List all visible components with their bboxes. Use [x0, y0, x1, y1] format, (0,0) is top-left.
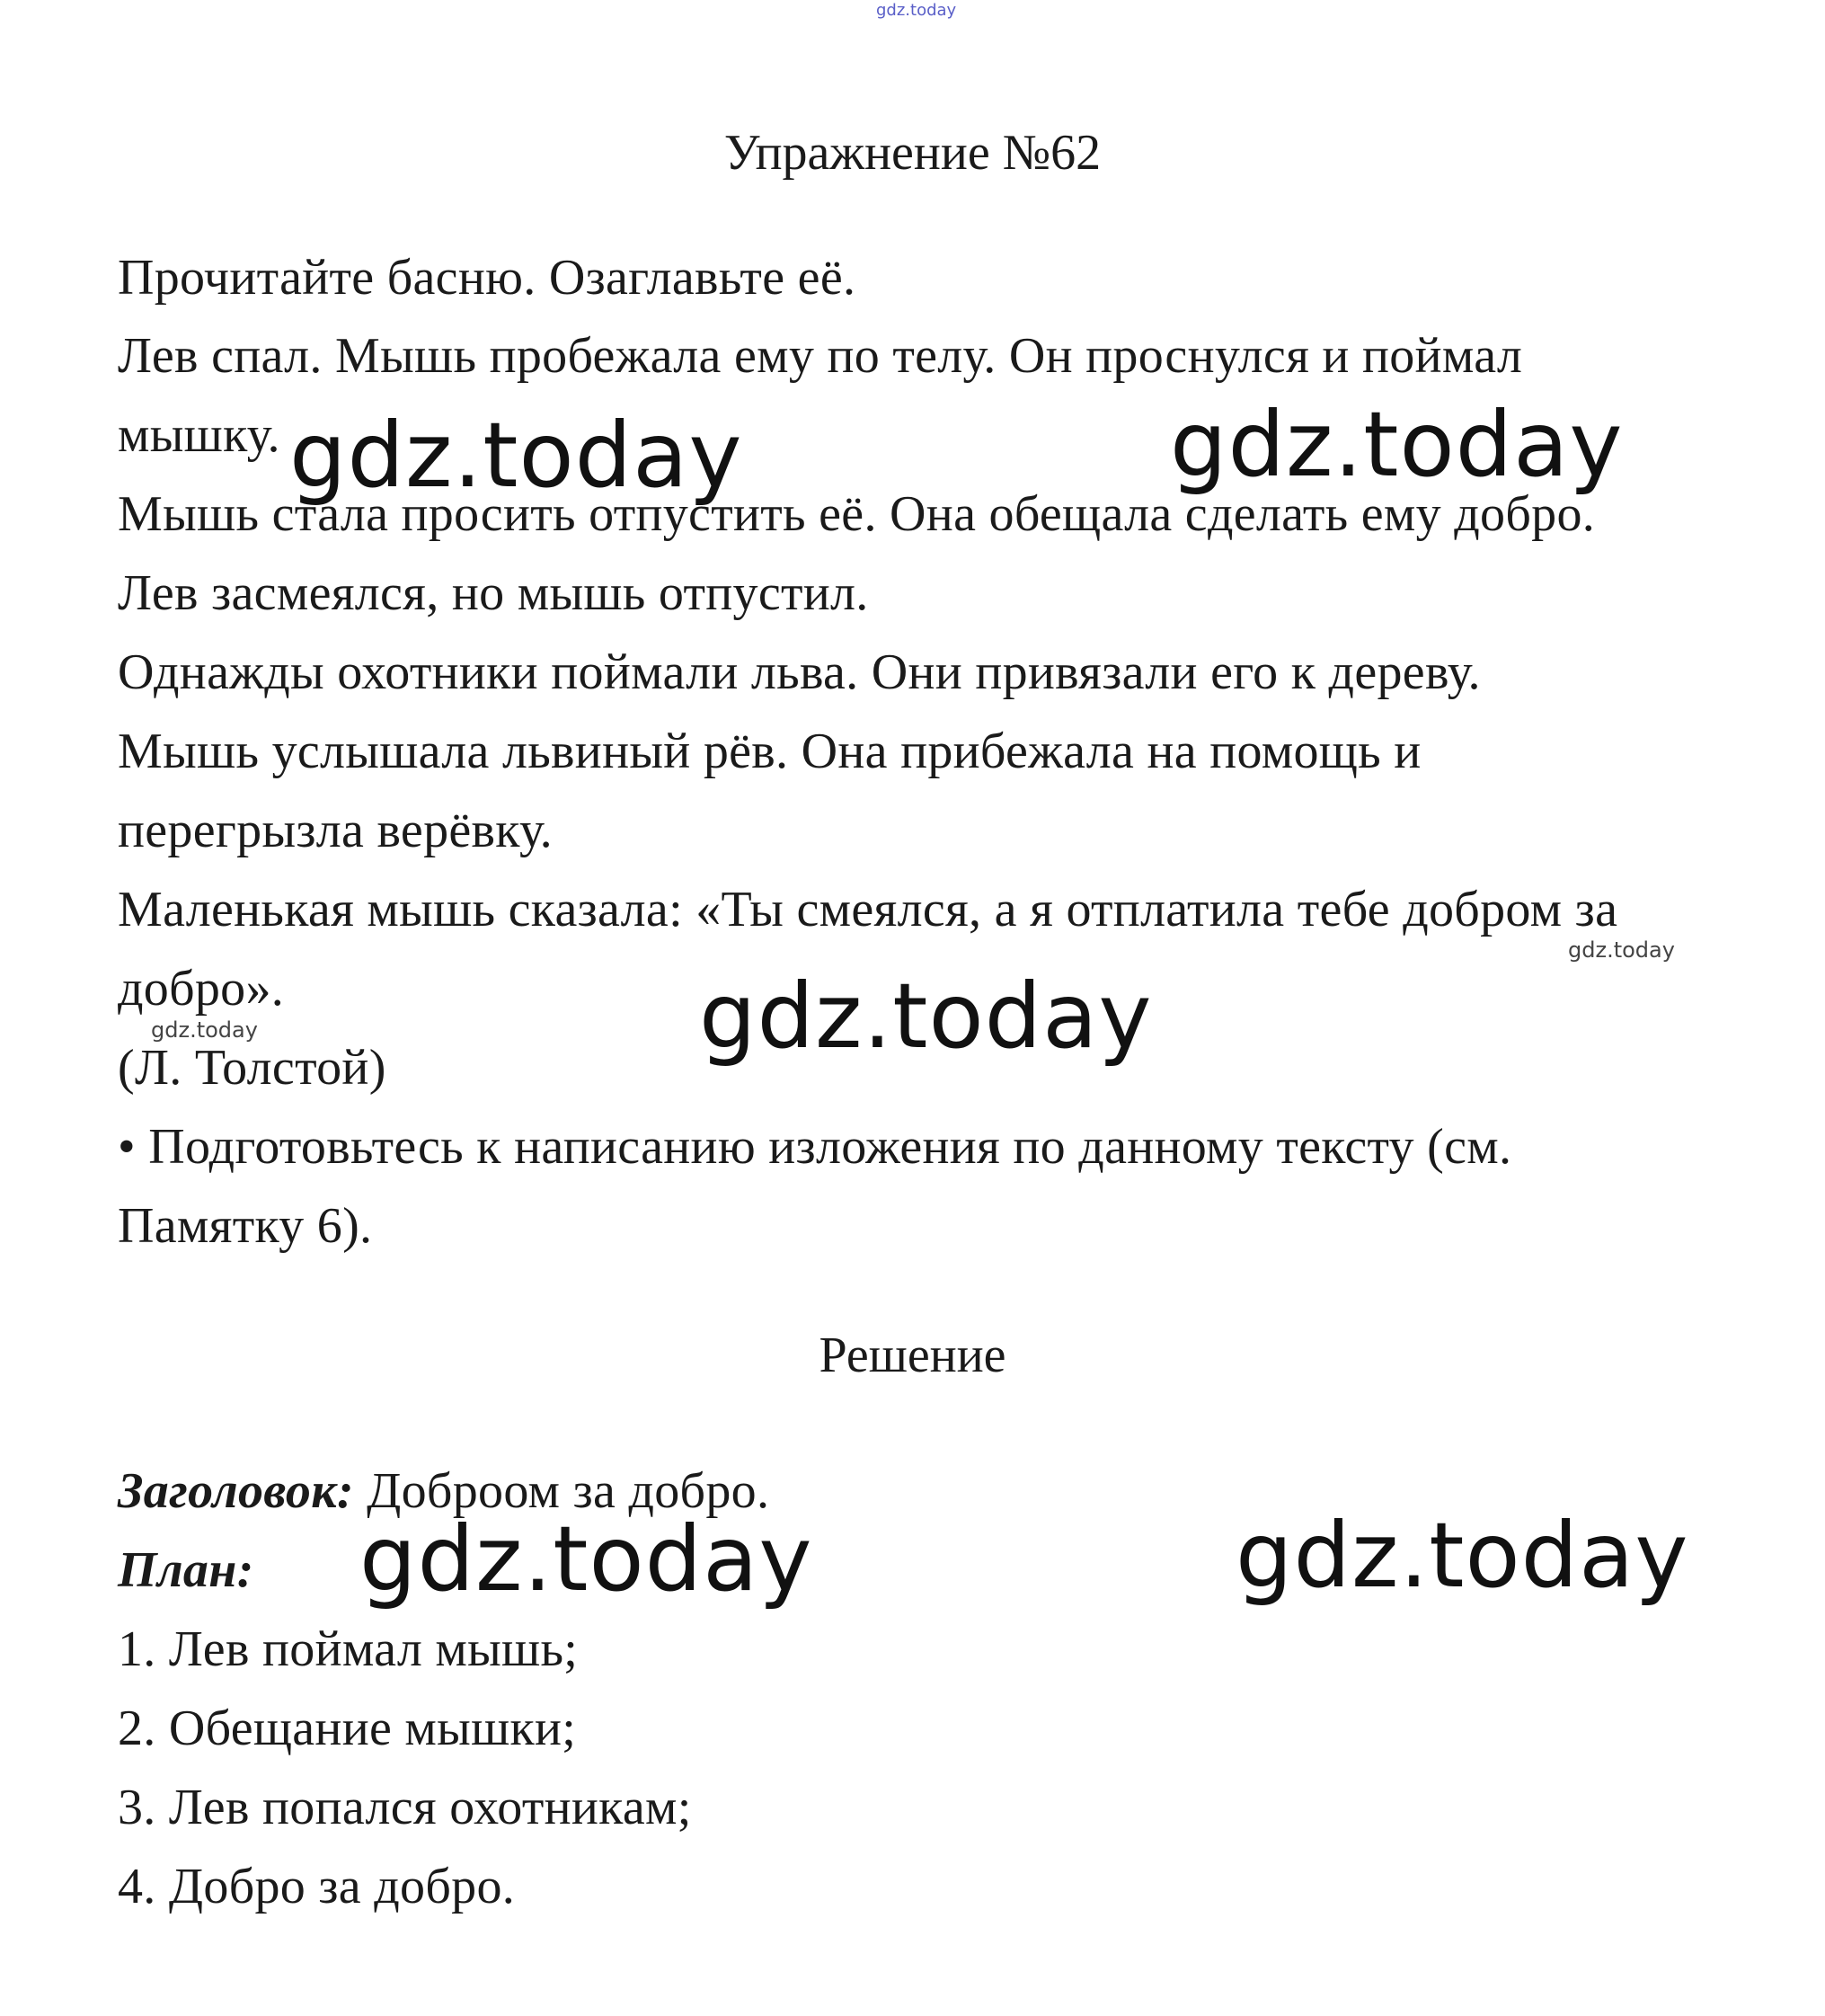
task-instruction: Прочитайте басню. Озаглавьте её. [118, 250, 856, 306]
plan-item: 3. Лев попался охотникам; [118, 1780, 692, 1835]
text-line: Мышь стала просить отпустить её. Она обещала сделать ему добро. [118, 486, 1596, 542]
plan-item: 4. Добро за добро. [118, 1859, 516, 1914]
text-line: мышку. [118, 407, 280, 463]
text-line: Однажды охотники поймали льва. Они привязали его к дереву. [118, 644, 1481, 700]
plan-label-text: План: [118, 1542, 254, 1598]
plan-item: 1. Лев поймал мышь; [118, 1621, 579, 1677]
watermark: gdz.today [289, 403, 743, 508]
watermark: gdz.today [359, 1506, 813, 1612]
watermark: gdz.today [1236, 1503, 1689, 1608]
assignment-line: Памятку 6). [118, 1198, 373, 1254]
watermark: gdz.today [699, 964, 1153, 1069]
header-watermark: gdz.today [876, 1, 957, 20]
watermark: gdz.today [1170, 392, 1624, 497]
text-line: перегрызла верёвку. [118, 803, 553, 858]
author-attribution: (Л. Толстой) [118, 1040, 386, 1096]
page-title: Упражнение №62 [723, 125, 1102, 181]
text-line: добро». [118, 961, 285, 1017]
plan-item: 2. Обещание мышки; [118, 1701, 577, 1756]
title-label: Заголовок: [118, 1463, 354, 1519]
text-line: Лев засмеялся, но мышь отпустил. [118, 565, 869, 621]
title-value: Доброом за добро. [353, 1463, 770, 1519]
assignment-line: • Подготовьтесь к написанию изложения по данному тексту (см. [118, 1119, 1512, 1175]
text-line: Маленькая мышь сказала: «Ты смеялся, а я отплатила тебе добром за [118, 882, 1618, 937]
plan-label [118, 1541, 254, 1599]
small-watermark: gdz.today [151, 1017, 258, 1043]
text-line: Мышь услышала львиный рёв. Она прибежала на помощь и [118, 724, 1422, 779]
text-line: Лев спал. Мышь пробежала ему по телу. Он проснулся и поймал [118, 328, 1523, 384]
solution-heading: Решение [819, 1328, 1006, 1383]
small-watermark: gdz.today [1568, 937, 1675, 963]
